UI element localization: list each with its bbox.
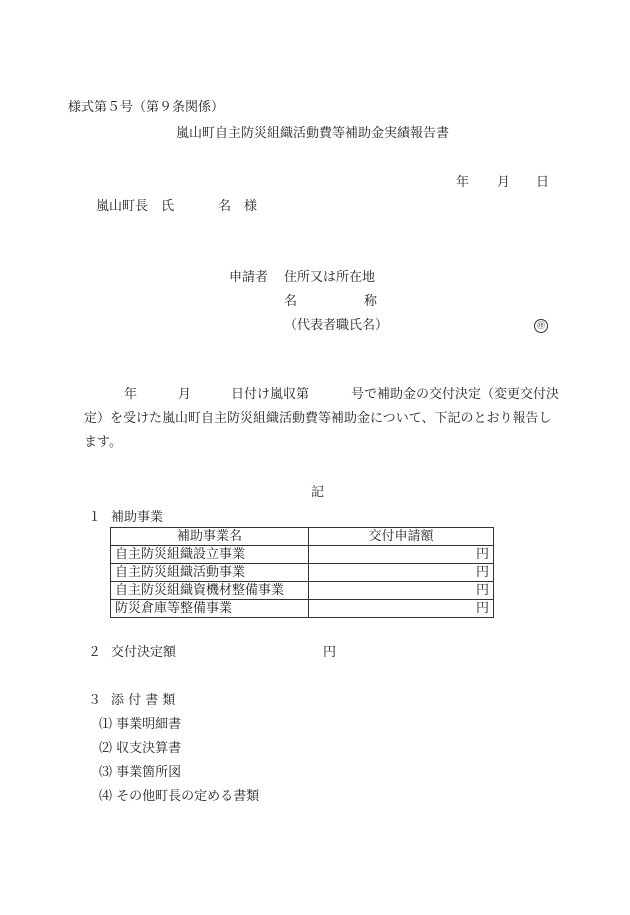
table-row: [111, 546, 494, 564]
attachment-item-1: ⑴ 事業明細書: [99, 717, 182, 732]
table-row: [111, 600, 494, 618]
section2-unit: 円: [323, 645, 337, 660]
addressee-suffix: 名 様: [218, 199, 258, 214]
table-cell-name: 自主防災組織活動事業: [111, 564, 309, 582]
body-month: 月: [178, 387, 192, 402]
addressee-name: 嵐山町長 氏: [96, 199, 175, 214]
body-year: 年: [124, 387, 138, 402]
applicant-name-char2: 称: [364, 294, 378, 309]
subsidy-table: [110, 527, 494, 618]
applicant-label: 申請者: [229, 270, 269, 285]
body-date-mid: 日付け嵐収第: [231, 387, 310, 402]
ki-heading: 記: [311, 485, 325, 500]
table-header-name: 補助事業名: [111, 528, 309, 546]
table-header-amount: 交付申請額: [309, 528, 494, 546]
applicant-name-char1: 名: [284, 294, 298, 309]
section1-title: 補助事業: [111, 510, 164, 525]
attachment-item-4: ⑷ その他町長の定める書類: [99, 789, 260, 804]
date-year: 年: [456, 175, 470, 190]
table-cell-amount: 円: [309, 564, 494, 582]
body-line3: ます。: [84, 435, 122, 450]
table-row: [111, 582, 494, 600]
date-day: 日: [536, 175, 550, 190]
table-cell-amount: 円: [309, 582, 494, 600]
applicant-representative: （代表者職氏名）: [284, 318, 389, 333]
attachment-item-2: ⑵ 収支決算書: [99, 741, 182, 756]
document-title: 嵐山町自主防災組織活動費等補助金実績報告書: [176, 126, 450, 141]
body-line2: 定）を受けた嵐山町自主防災組織活動費等補助金について、下記のとおり報告し: [84, 411, 552, 426]
body-line1-tail: 号で補助金の交付決定（変更交付決: [351, 387, 560, 402]
section3-title: 添 付 書 類: [111, 693, 176, 708]
form-number: 様式第５号（第９条関係）: [68, 100, 225, 115]
table-cell-amount: 円: [309, 546, 494, 564]
applicant-address: 住所又は所在地: [284, 270, 376, 285]
section2-number: ２: [88, 645, 102, 660]
table-header-row: [111, 528, 494, 546]
section3-number: ３: [88, 693, 102, 708]
attachment-item-3: ⑶ 事業箇所図: [99, 765, 182, 780]
table-cell-name: 防災倉庫等整備事業: [111, 600, 309, 618]
table-cell-name: 自主防災組織設立事業: [111, 546, 309, 564]
seal-mark: ㊞: [534, 319, 548, 333]
section2-title: 交付決定額: [111, 645, 177, 660]
date-month: 月: [497, 175, 511, 190]
table-row: [111, 564, 494, 582]
section1-number: １: [88, 510, 102, 525]
table-cell-name: 自主防災組織資機材整備事業: [111, 582, 309, 600]
table-cell-amount: 円: [309, 600, 494, 618]
